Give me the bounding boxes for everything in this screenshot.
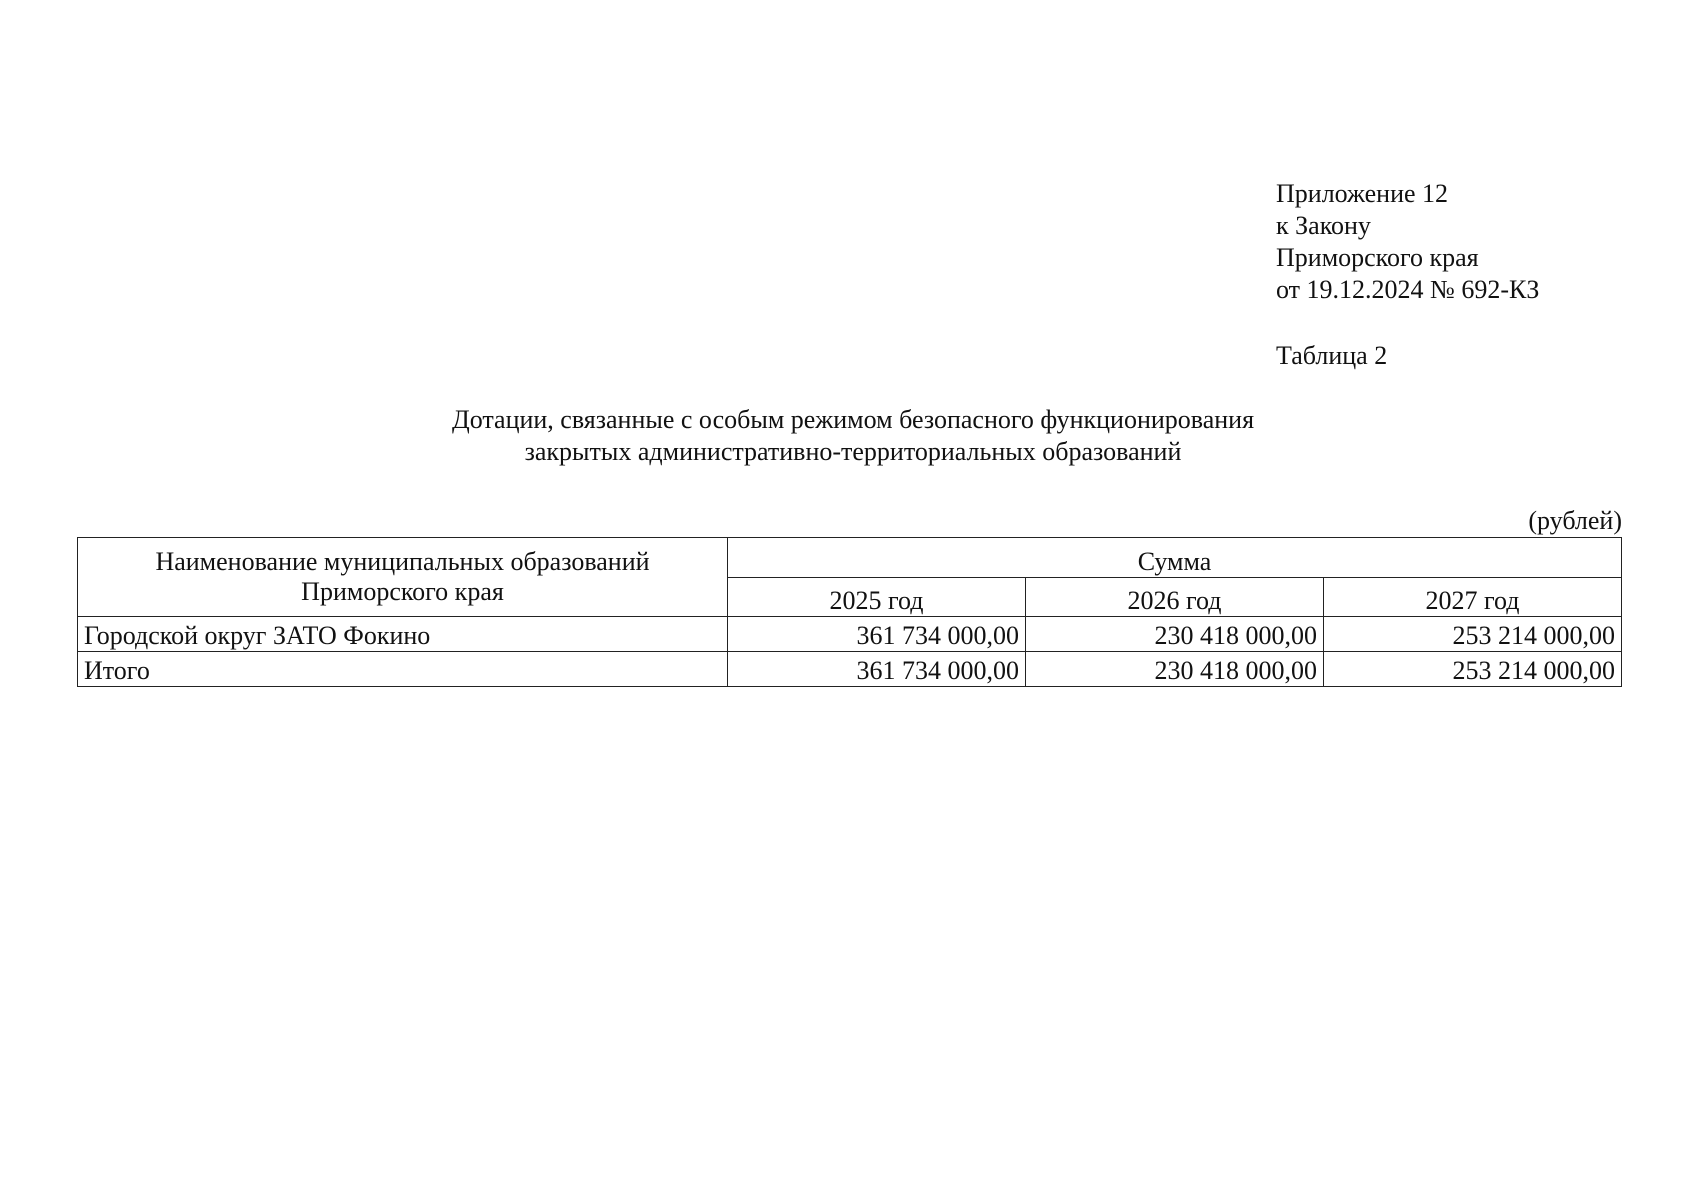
total-value-2027: 253 214 000,00 [1324, 652, 1622, 687]
header-municipality-line-2: Приморского края [301, 577, 504, 606]
title-line-2: закрытых административно-территориальных образований [524, 437, 1182, 466]
annex-block [1276, 178, 1539, 306]
row-value-2027: 253 214 000,00 [1324, 617, 1622, 652]
row-municipality-name: Городской округ ЗАТО Фокино [78, 617, 728, 652]
header-sum: Сумма [728, 538, 1622, 578]
annex-number: Приложение 12 [1276, 179, 1449, 208]
unit-label: (рублей) [1528, 506, 1622, 535]
header-year-2025: 2025 год [728, 577, 1026, 617]
table-row [78, 617, 1622, 652]
table-number: Таблица 2 [1276, 341, 1388, 370]
table-total-row [78, 652, 1622, 687]
row-value-2025: 361 734 000,00 [728, 617, 1026, 652]
row-value-2026: 230 418 000,00 [1026, 617, 1324, 652]
total-value-2026: 230 418 000,00 [1026, 652, 1324, 687]
annex-law-ref: к Закону [1276, 211, 1371, 240]
header-municipality [78, 538, 728, 617]
subsidies-table [77, 537, 1622, 687]
total-label: Итого [78, 652, 728, 687]
annex-region: Приморского края [1276, 243, 1479, 272]
annex-law-date: от 19.12.2024 № 692-КЗ [1276, 275, 1540, 304]
total-value-2025: 361 734 000,00 [728, 652, 1026, 687]
document-title [0, 404, 1698, 468]
header-year-2026: 2026 год [1026, 577, 1324, 617]
header-municipality-line-1: Наименование муниципальных образований [155, 547, 650, 576]
header-year-2027: 2027 год [1324, 577, 1622, 617]
table-header-row [78, 538, 1622, 578]
title-line-1: Дотации, связанные с особым режимом безопасного функционирования [451, 405, 1255, 434]
